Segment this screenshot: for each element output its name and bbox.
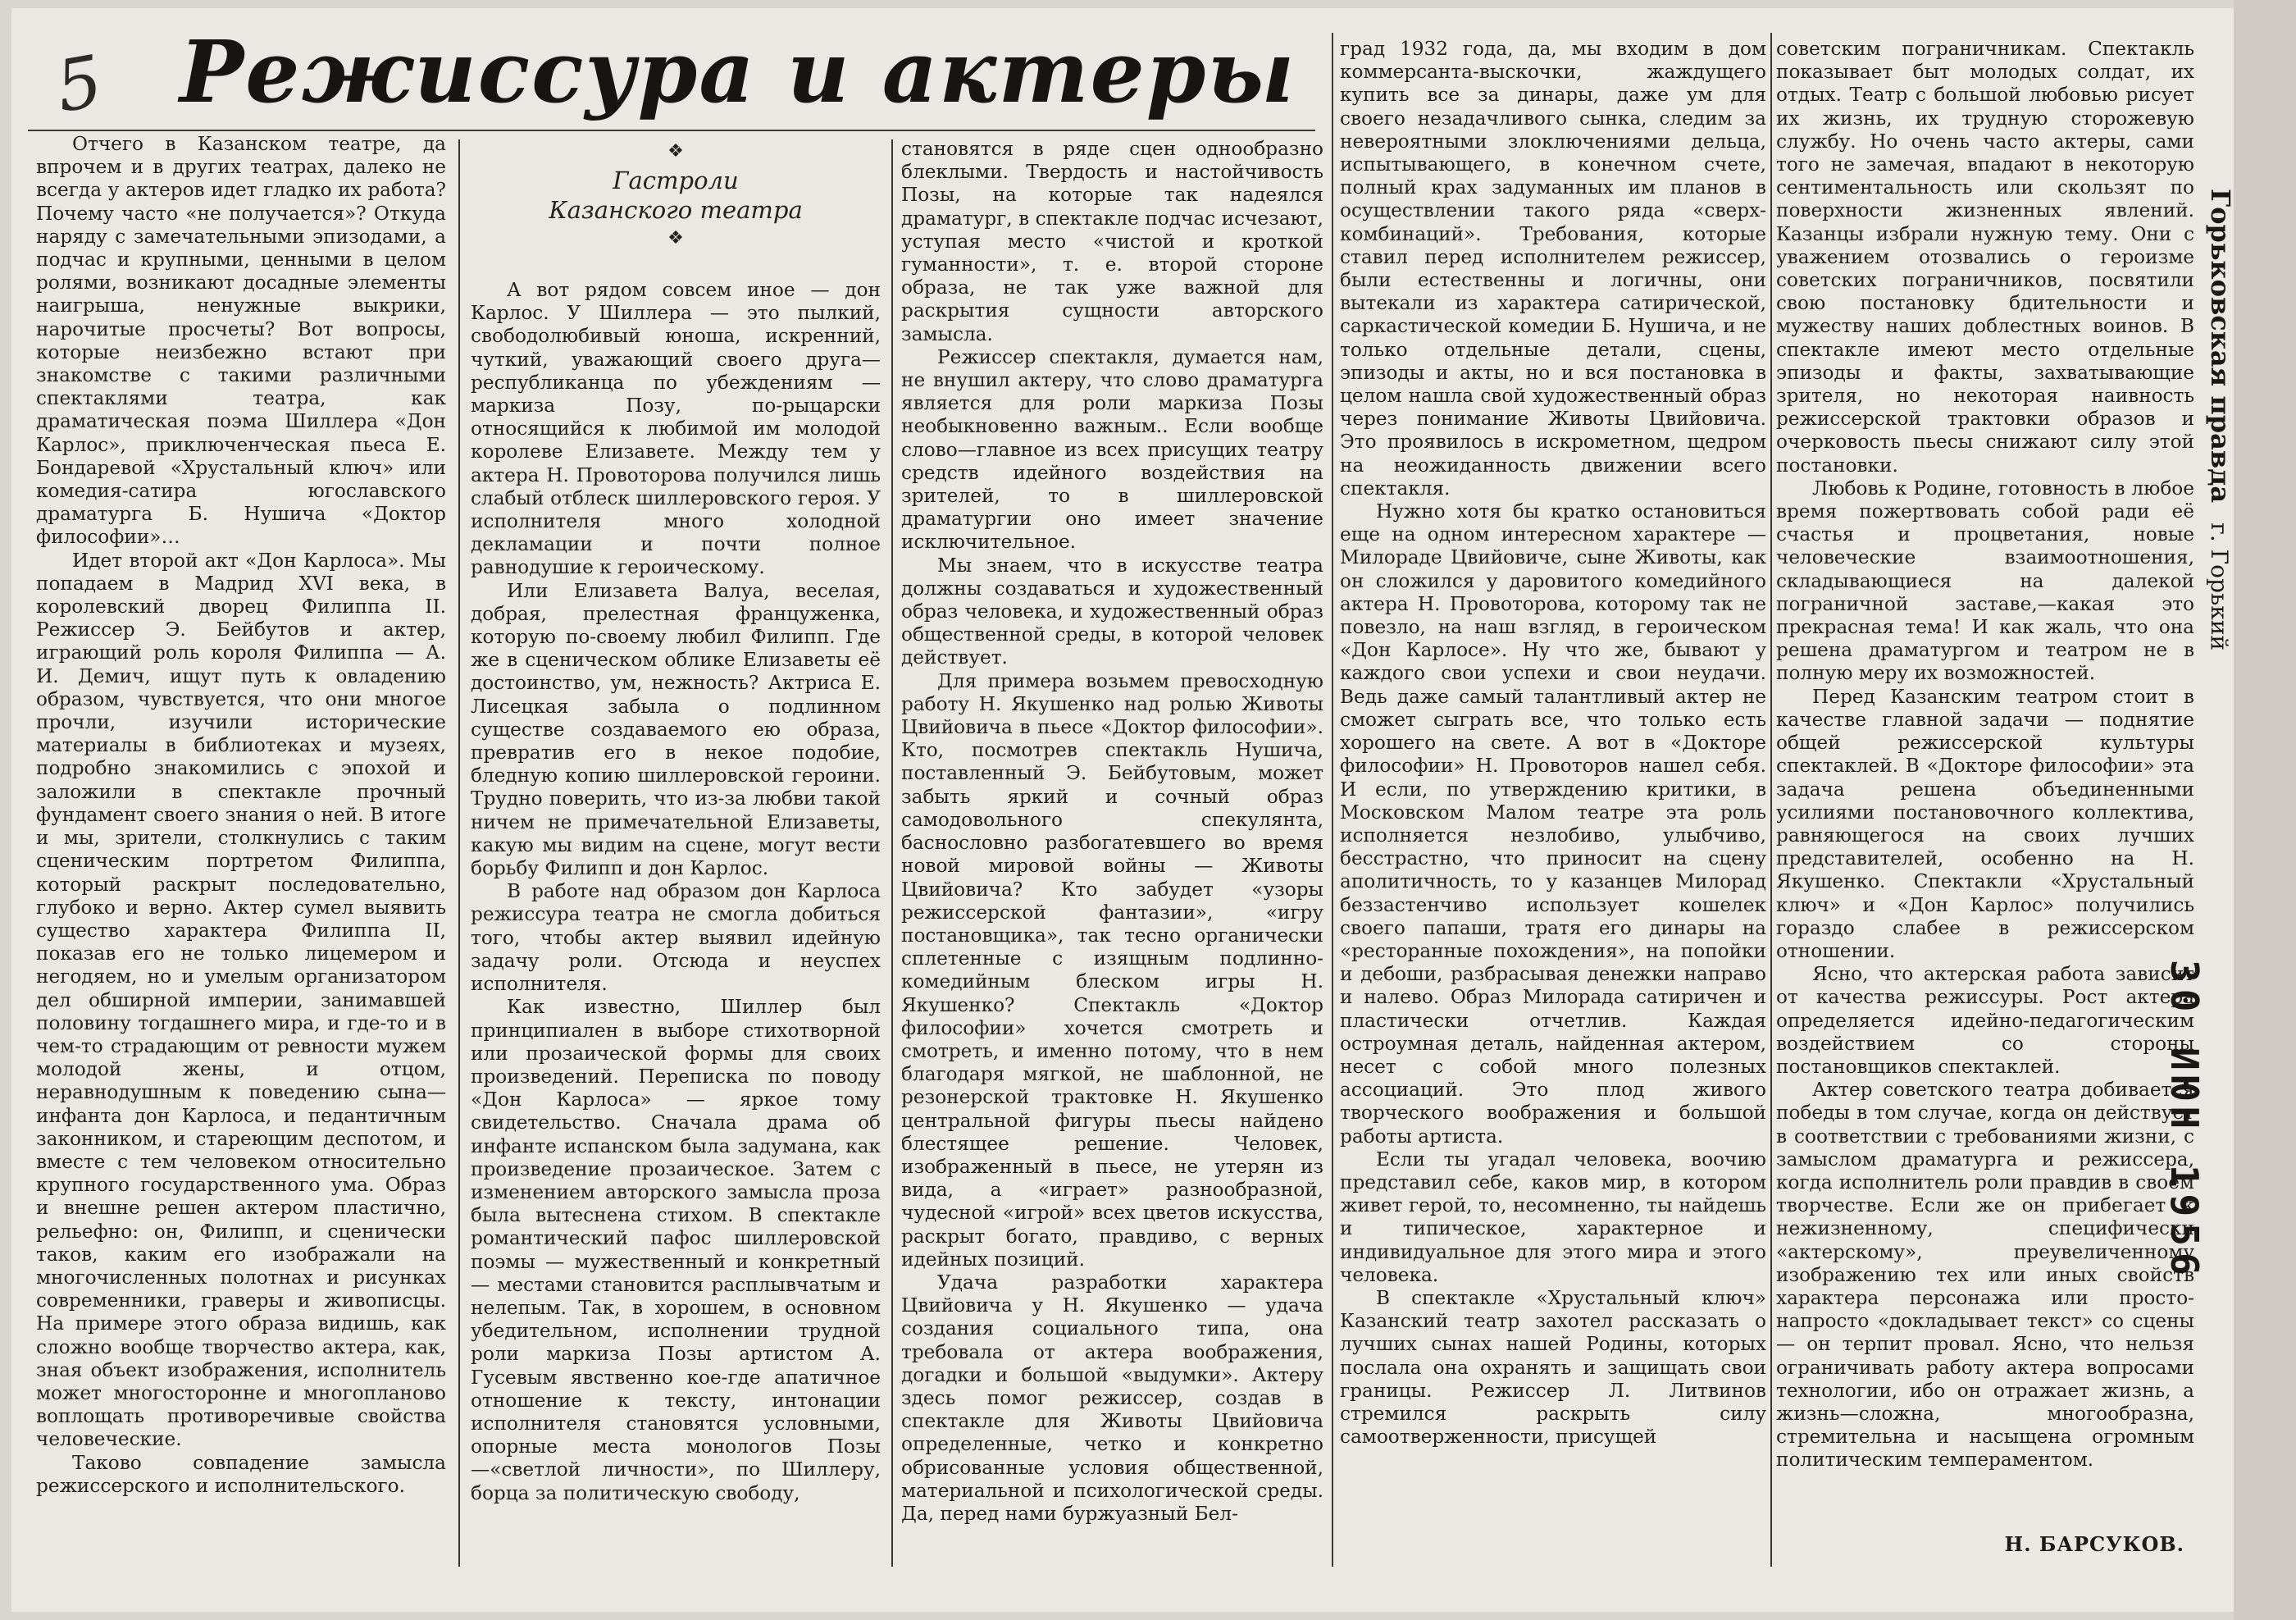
paragraph: Мы знаем, что в искусстве театра должны создаваться и художественный образ человека, и художественный образ общественной среды, в которой человек действует. [901, 554, 1323, 669]
paragraph: Таково совпадение замысла режиссерского и исполнительского. [36, 1451, 446, 1497]
author-signature: Н. БАРСУКОВ. [2004, 1532, 2184, 1556]
article-column-1 [36, 133, 446, 1585]
handwritten-page-number: 5 [50, 40, 109, 130]
paragraph: Или Елизавета Валуа, веселая, добрая, прелестная француженка, которую по-своему любил Филипп. Где же в сценическом облике Елизаветы её достоинство, ум, нежность? Актриса Е. Лисецкая забыла о подлинном существе создаваемого ею образа, превратив его в некое подобие, бледную копию шиллеровской героини. Трудно поверить, что из-за любви такой ничем не примечательной Елизаветы, какую мы видим на сцене, могут вести борьбу Филипп и дон Карлос. [471, 579, 881, 880]
source-margin [2234, 0, 2296, 1620]
paragraph: град 1932 года, да, мы входим в дом коммерсанта-выскочки, жаждущего купить все за динары, даже ум для своего незадачливого сынка, следим за невероятными злоключениями дельца, испытывающего, в конечном счете, полный крах задуманных им планов в осуществлении такого ряда «сверх-комбинаций». Требования, которые ставил перед исполнителем режиссер, были естественны и логичны, они вытекали из характера сатирической, саркастической комедии Б. Нушича, и не только отдельные детали, сцены, эпизоды и акты, но и вся постановка в целом нашла свой художественный образ через понимание Животы Цвийовича. Это проявилось в искрометном, щедром на неожиданность движении всего спектакля. [1340, 38, 1766, 500]
ornament-top: ❖ [667, 141, 684, 162]
paragraph: А вот рядом совсем иное — дон Карлос. У Шиллера — это пылкий, свободолюбивый юноша, искренний, чуткий, уважающий своего друга—республиканца по убеждениям — маркиза Позу, по-рыцарски относящийся к любимой им молодой королеве Елизавете. Между тем у актера Н. Провоторова получился лишь слабый отблеск шиллеровского героя. У исполнителя много холодной декламации и почти полное равнодушие к героическому. [471, 279, 881, 579]
newspaper-source-label [2203, 189, 2237, 650]
paragraph: Ясно, что актерская работа зависит от качества режиссуры. Рост актера определяется идейно-педагогическим воздействием со стороны постановщиков спектаклей. [1776, 963, 2194, 1078]
subheading-line-2: Казанского театра [549, 196, 803, 224]
paragraph: Удача разработки характера Цвийовича у Н. Якушенко — удача создания социального типа, она требовала от актера воображения, догадки и большой «выдумки». Актеру здесь помог режиссер, создав в спектакле для Животы Цвийовича определенные, четко и конкретно обрисованные условия общественной, материальной и психологической среды. Да, перед нами буржуазный Бел- [901, 1271, 1323, 1525]
paragraph: становятся в ряде сцен однообразно блеклыми. Твердость и настойчивость Позы, на которые так надеялся драматург, в спектакле подчас исчезают, уступая место «чистой и кроткой гуманности», т. е. второй стороне образа, не так уже важной для раскрытия сущности авторского замысла. [901, 138, 1323, 345]
newspaper-clipping [11, 8, 2234, 1612]
ornament-bottom: ❖ [667, 228, 684, 249]
paragraph: В спектакле «Хрустальный ключ» Казанский театр захотел рассказать о лучших сынах нашей Родины, которых послала она охранять и защищать свои границы. Режиссер Л. Литвинов стремился раскрыть силу самоотверженности, присущей [1340, 1286, 1766, 1449]
paragraph: Нужно хотя бы кратко остановиться еще на одном интересном характере — Милораде Цвийовиче, сыне Животы, как он сложился у даровитого комедийного актера Н. Провоторова, которому так не повезло, на наш взгляд, в героическом «Дон Карлосе». Ну что же, бывают у каждого свои успехи и свои неудачи. Ведь даже самый талантливый актер не сможет сыграть все, что только есть хорошего на свете. А вот в «Докторе философии» Н. Провоторов нашел себя. И если, по утверждению критики, в Московском Малом театре эта роль исполняется незлобиво, улыбчиво, бесстрастно, что приносит на сцену аполитичность, то у казанцев Милорад беззастенчиво использует кошелек своего папаши, тратя его динары на «ресторанные похождения», на попойки и дебоши, разбрасывая денежки направо и налево. Образ Милорада сатиричен и пластически отчетлив. Каждая остроумная деталь, найденная актером, несет с собой много полезных ассоциаций. Это плод живого творческого воображения и большой работы артиста. [1340, 500, 1766, 1148]
paragraph: Отчего в Казанском театре, да впрочем и в других театрах, далеко не всегда у актеров идет гладко их работа? Почему часто «не получается»? Откуда наряду с замечательными эпизодами, а подчас и крупными, ценными в целом ролями, возникают досадные элементы наигрыша, ненужные выкрики, нарочитые просчеты? Вот вопросы, которые неизбежно встают при знакомстве с такими различными спектаклями театра, как драматическая поэма Шиллера «Дон Карлос», приключенческая пьеса Е. Бондаревой «Хрустальный ключ» или комедия-сатира югославского драматурга Б. Нушича «Доктор философии»… [36, 133, 446, 549]
newspaper-name: Горьковская правда [2205, 189, 2236, 504]
article-column-2 [471, 279, 881, 1588]
date-stamp: 30 ИЮН 1956 [2162, 960, 2207, 1282]
headline-underline [28, 130, 1315, 131]
paragraph: Актер советского театра добивается победы в том случае, когда он действует в соответствии с требованиями жизни, с замыслом драматурга и режиссера, когда исполнитель роли правдив в своем творчестве. Если же он прибегает к нежизненному, специфически «актерскому», преувеличенному изображению тех или иных свойств характера персонажа или просто-напросто «докладывает текст» со сцены — он терпит провал. Ясно, что нельзя ограничивать работу актера вопросами технологии, ибо он отражает жизнь, а жизнь—сложна, многообразна, стремительна и насыщена огромным политическим темпераментом. [1776, 1079, 2194, 1472]
article-subheading [471, 138, 881, 277]
paragraph: Как известно, Шиллер был принципиален в выборе стихотворной или прозаической формы для своих произведений. Переписка по поводу «Дон Карлоса» — яркое тому свидетельство. Сначала драма об инфанте испанском была задумана, как произведение прозаическое. Затем с изменением авторского замысла проза была вытеснена стихом. В спектакле романтический пафос шиллеровской поэмы — мужественный и конкретный — местами становится расплывчатым и нелепым. Так, в хорошем, в основном убедительном, исполнении трудной роли маркиза Позы артистом А. Гусевым явственно кое-где апатичное отношение к тексту, интонации исполнителя становятся условными, опорные места монологов Позы—«светлой личности», по Шиллеру, борца за политическую свободу, [471, 996, 881, 1504]
paragraph: Перед Казанским театром стоит в качестве главной задачи — поднятие общей режиссерской культуры спектаклей. В «Докторе философии» эта задача решена объединенными усилиями постановочного коллектива, равняющегося на своих лучших представителей, особенно на Н. Якушенко. Спектакли «Хрустальный ключ» и «Дон Карлос» получились гораздо слабее в режиссерском отношении. [1776, 685, 2194, 962]
paragraph: Если ты угадал человека, воочию представил себе, каков мир, в котором живет герой, то, несомненно, ты найдешь и типическое, характерное и индивидуальное для этого мира и этого человека. [1340, 1148, 1766, 1286]
paragraph: Любовь к Родине, готовность в любое время пожертвовать собой ради её счастья и процветания, новые человеческие взаимоотношения, складывающиеся на далекой пограничной заставе,—какая это прекрасная тема! И как жаль, что она решена драматургом и театром не в полную меру их возможностей. [1776, 477, 2194, 685]
column-rule [1770, 33, 1772, 1567]
newspaper-city: г. Горький [2206, 523, 2233, 651]
paragraph: Для примера возьмем превосходную работу Н. Якушенко над ролью Животы Цвийовича в пьесе «Доктор философии». Кто, посмотрев спектакль Нушича, поставленный Э. Бейбутовым, может забыть яркий и сочный образ самодовольного спекулянта, баснословно разбогатевшего во время новой мировой войны — Животы Цвийовича? Кто забудет «узоры режиссерской фантазии», «игру постановщика», так тесно органически сплетенные с изящным подлинно-комедийным блеском игры Н. Якушенко? Спектакль «Доктор философии» хочется смотреть и смотреть, и именно потому, что в нем благодаря мягкой, не шаблонной, не резонерской трактовке Н. Якушенко центральной фигуры пьесы найдено блестящее решение. Человек, изображенный в пьесе, не утерян из вида, а «играет» разнообразной, чудесной «игрой» всех цветов искусства, раскрыт богато, правдиво, с верных идейных позиций. [901, 669, 1323, 1271]
column-rule [458, 139, 460, 1567]
paragraph: советским пограничникам. Спектакль показывает быт молодых солдат, их отдых. Театр с большой любовью рисует их жизнь, их трудную сторожевую службу. Но очень часто актеры, сами того не замечая, впадают в некоторую сентиментальность или скользят по поверхности жизненных явлений. Казанцы избрали нужную тему. Они с уважением отозвались о героизме советских пограничников, посвятили свою постановку бдительности и мужеству наших доблестных воинов. В спектакле имеют место отдельные эпизоды и факты, захватывающие зрителя, но некоторая наивность режиссерской трактовки образов и очерковость пьесы снижают силу этой постановки. [1776, 38, 2194, 477]
article-column-5 [1776, 38, 2194, 1539]
subheading-line-1: Гастроли [613, 167, 739, 194]
paragraph: В работе над образом дон Карлоса режиссура театра не смогла добиться того, чтобы актер выявил идейную задачу роли. Отсюда и неуспех исполнителя. [471, 880, 881, 996]
article-column-3 [901, 138, 1323, 1586]
paragraph: Режиссер спектакля, думается нам, не внушил актеру, что слово драматурга является для роли маркиза Позы необыкновенно важным.. Если вообще слово—главное из всех присущих театру средств идейного воздействия на зрителей, то в шиллеровской драматургии оно имеет значение исключительное. [901, 345, 1323, 554]
article-headline: Режиссура и актеры [180, 21, 1296, 122]
column-rule [891, 139, 893, 1567]
article-column-4 [1340, 38, 1766, 1586]
column-rule [1332, 33, 1333, 1567]
paragraph: Идет второй акт «Дон Карлоса». Мы попадаем в Мадрид XVI века, в королевский дворец Филиппа II. Режиссер Э. Бейбутов и актер, играющий роль короля Филиппа — А. И. Демич, ищут путь к овладению образом, чувствуется, что они многое прочли, изучили исторические материалы в библиотеках и музеях, подробно знакомились с эпохой и заложили в спектакле прочный фундамент своего знания о ней. В итоге и мы, зрители, столкнулись с таким сценическим портретом Филиппа, который раскрыт последовательно, глубоко и верно. Актер сумел выявить существо характера Филиппа II, показав его не только лицемером и негодяем, но и умелым организатором дел обширной империи, занимавшей половину тогдашнего мира, и где-то и в чем-то страдающим от ревности мужем молодой жены, и отцом, неравнодушным к поведению сына—инфанта дон Карлоса, и педантичным законником, и стареющим деспотом, и вместе с тем человеком относительно крупного государственного ума. Образ и внешне решен актером пластично, рельефно: он, Филипп, и сценически таков, каким его изображали на многочисленных полотнах и рисунках современники, граверы и живописцы. На примере этого образа видишь, как сложно вообще творчество актера, как, зная объект изображения, исполнитель может многосторонне и многопланово воплощать противоречивые свойства человеческие. [36, 549, 446, 1451]
